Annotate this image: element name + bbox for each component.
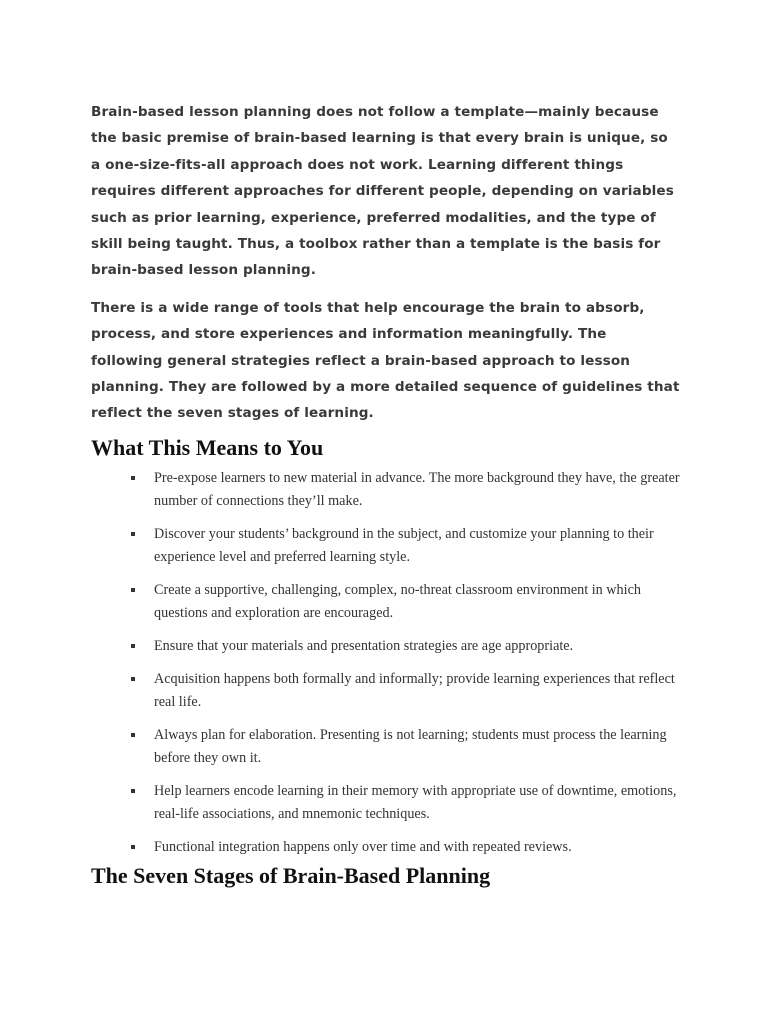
bullet-item <box>91 724 681 770</box>
bullet-item <box>91 467 681 513</box>
square-bullet-icon <box>131 789 135 793</box>
square-bullet-icon <box>131 476 135 480</box>
bullet-text: Ensure that your materials and presentation strategies are age appropriate. <box>154 637 574 654</box>
bullet-text: Help learners encode learning in their memory with appropriate use of downtime, emotions, real-life associations, and mnemonic techniques. <box>154 782 677 822</box>
document-body <box>91 99 681 891</box>
bullet-text: Discover your students’ background in the subject, and customize your planning to their experience level and preferred learning style. <box>154 525 654 565</box>
intro-paragraph: Brain-based lesson planning does not follow a template—mainly because the basic premise of brain-based learning is that every brain is unique, so a one-size-fits-all approach does not work. Learning different things requires different approaches for different people, depending on variables such as prior learning, experience, preferred modalities, and the type of skill being taught. Thus, a toolbox rather than a template is the basis for brain-based lesson planning. <box>91 104 674 279</box>
strategy-bullet-list <box>91 467 681 859</box>
bullet-text: Always plan for elaboration. Presenting is not learning; students must process the learning before they own it. <box>154 726 667 766</box>
bullet-item <box>91 780 681 826</box>
bullet-text: Create a supportive, challenging, complex, no-threat classroom environment in which questions and exploration are encouraged. <box>154 581 641 621</box>
square-bullet-icon <box>131 733 135 737</box>
square-bullet-icon <box>131 845 135 849</box>
bullet-item <box>91 579 681 625</box>
bullet-item <box>91 635 681 658</box>
bullet-text: Pre-expose learners to new material in advance. The more background they have, the greater number of connections they’ll make. <box>154 469 680 509</box>
bullet-text: Acquisition happens both formally and informally; provide learning experiences that reflect real life. <box>154 670 675 710</box>
square-bullet-icon <box>131 644 135 648</box>
bullet-item <box>91 836 681 859</box>
bullet-item <box>91 523 681 569</box>
square-bullet-icon <box>131 588 135 592</box>
bullet-text: Functional integration happens only over time and with repeated reviews. <box>154 838 572 855</box>
square-bullet-icon <box>131 532 135 536</box>
bullet-item <box>91 668 681 714</box>
square-bullet-icon <box>131 677 135 681</box>
section-heading-seven-stages: The Seven Stages of Brain-Based Planning <box>91 862 491 888</box>
intro-paragraph: There is a wide range of tools that help encourage the brain to absorb, process, and store experiences and information meaningfully. The following general strategies reflect a brain-based approach to lesson planning. They are followed by a more detailed sequence of guidelines that reflect the seven stages of learning. <box>91 299 680 422</box>
section-heading-what-this-means: What This Means to You <box>91 434 324 460</box>
